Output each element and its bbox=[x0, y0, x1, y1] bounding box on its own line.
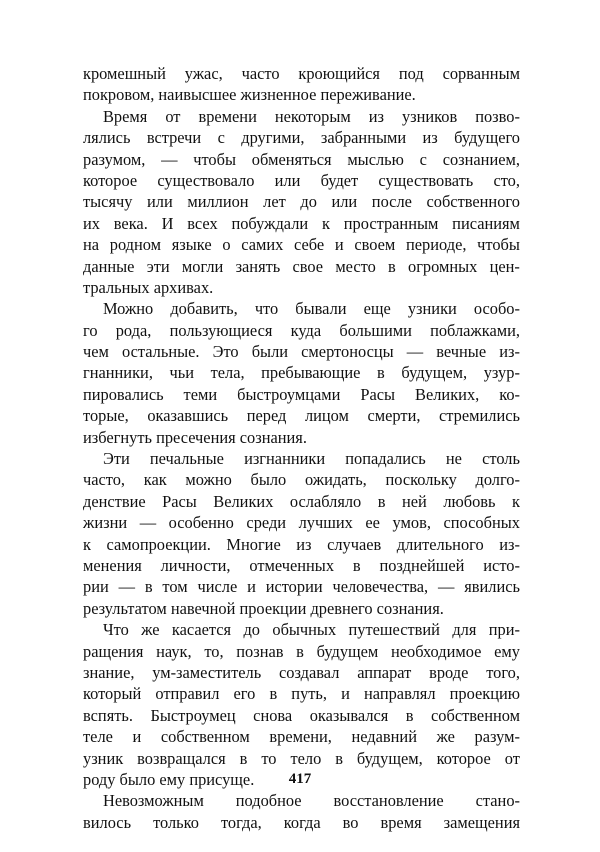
text-line: жизни — особенно среди лучших ее умов, способных bbox=[83, 513, 520, 533]
text-line: рии — в том числе и истории человечества, — явились bbox=[83, 577, 520, 597]
text-line: торые, оказавшись перед лицом смерти, стремились bbox=[83, 406, 520, 426]
text-line: к самопроекции. Многие из случаев длительного из- bbox=[83, 534, 520, 554]
text-line: избегнуть пресечения сознания. bbox=[83, 427, 307, 447]
text-line: лялись встречи с другими, забранными из будущего bbox=[83, 128, 520, 148]
text-line: покровом, наивысшее жизненное переживание. bbox=[83, 85, 416, 105]
text-line: чем остальные. Это были смертоносцы — вечные из- bbox=[83, 342, 520, 362]
text-line: результатом навечной проекции древнего сознания. bbox=[83, 598, 444, 618]
paragraph bbox=[83, 63, 520, 106]
paragraph bbox=[83, 106, 520, 299]
text-line: тральных архивах. bbox=[83, 277, 214, 297]
body-text bbox=[83, 63, 520, 833]
text-line: разумом, — чтобы обменяться мыслью с сознанием, bbox=[83, 149, 520, 169]
text-line: Невозможным подобное восстановление стано- bbox=[103, 791, 520, 811]
text-line: теле и собственном времени, недавний же разум- bbox=[83, 727, 520, 747]
text-line: на родном языке о самих себе и своем периоде, чтобы bbox=[83, 235, 520, 255]
paragraph bbox=[83, 790, 520, 833]
text-line: Эти печальные изгнанники попадались не столь bbox=[103, 449, 520, 469]
text-line: кромешный ужас, часто кроющийся под сорванным bbox=[83, 64, 520, 83]
text-line: Что же касается до обычных путешествий для при- bbox=[103, 620, 520, 640]
text-line: тысячу или миллион лет до или после собственного bbox=[83, 192, 520, 212]
text-line: данные эти могли занять свое место в огромных цен- bbox=[83, 256, 520, 276]
text-line: пировались теми быстроумцами Расы Великих, ко- bbox=[83, 384, 520, 404]
paragraph bbox=[83, 619, 520, 790]
text-line: Время от времени некоторым из узников позво- bbox=[103, 106, 520, 126]
text-line: их века. И всех побуждали к пространным писаниям bbox=[83, 213, 520, 233]
text-line: часто, как можно было ожидать, поскольку долго- bbox=[83, 470, 520, 490]
text-line: денствие Расы Великих ослабляло в ней любовь к bbox=[83, 491, 520, 511]
text-line: го рода, пользующиеся куда большими поблажками, bbox=[83, 320, 520, 340]
text-line: Можно добавить, что бывали еще узники особо- bbox=[103, 299, 520, 319]
text-line: вилось только тогда, когда во время замещения bbox=[83, 812, 520, 832]
text-line: знание, ум-заместитель создавал аппарат вроде того, bbox=[83, 662, 520, 682]
paragraph bbox=[83, 298, 520, 448]
text-line: который отправил его в путь, и направлял проекцию bbox=[83, 684, 520, 704]
page-number: 417 bbox=[288, 771, 312, 787]
text-line: менения личности, отмеченных в позднейшей исто- bbox=[83, 555, 520, 575]
text-line: которое существовало или будет существовать сто, bbox=[83, 170, 520, 190]
text-line: узник возвращался в то тело в будущем, которое от bbox=[83, 748, 520, 768]
text-line: роду было ему присуще. bbox=[83, 769, 255, 789]
text-line: гнанники, чьи тела, пребывающие в будущем, узур- bbox=[83, 363, 520, 383]
paragraph bbox=[83, 448, 520, 619]
text-line: ращения наук, то, познав в будущем необходимое ему bbox=[83, 641, 520, 661]
text-line: вспять. Быстроумец снова оказывался в собственном bbox=[83, 705, 520, 725]
